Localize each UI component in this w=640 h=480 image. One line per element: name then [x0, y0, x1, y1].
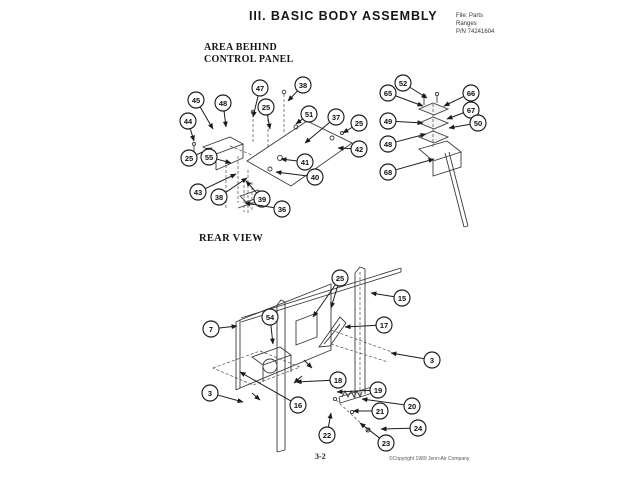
callout-label: 38 [298, 80, 308, 90]
callout-label: 37 [331, 112, 341, 122]
callout-label: 55 [204, 152, 214, 162]
callout-label: 23 [381, 438, 391, 448]
callout-label: 52 [398, 78, 408, 88]
callout-label: 47 [255, 83, 265, 93]
rear-view-diagram-art [213, 267, 401, 452]
callout-label: 65 [383, 88, 393, 98]
callout-label: 15 [397, 293, 407, 303]
control-panel-callouts [180, 77, 367, 217]
callout-label: 48 [383, 139, 393, 149]
copyright-notice: ©Copyright 1989 Jenn-Air Company [389, 456, 470, 462]
callout-label: 25 [184, 153, 194, 163]
page-number: 3-2 [315, 452, 326, 461]
callout-label: 42 [354, 144, 364, 154]
callout-label: 38 [214, 192, 224, 202]
callout-label: 54 [265, 312, 275, 322]
section-label-line: CONTROL PANEL [204, 53, 294, 65]
callout-label: 25 [261, 102, 271, 112]
file-info-line: Ranges [456, 21, 477, 27]
callout-label: 19 [373, 385, 383, 395]
file-info-line: File: Parts [456, 13, 484, 19]
callout-label: 25 [335, 273, 345, 283]
callout-label: 36 [277, 204, 287, 214]
callout-label: 20 [407, 401, 417, 411]
callout-label: 45 [191, 95, 201, 105]
callout-label: 39 [257, 194, 267, 204]
callout-label: 41 [300, 157, 310, 167]
callout-label: 3 [207, 388, 213, 398]
callout-label: 24 [413, 423, 423, 433]
callout-label: 16 [293, 400, 303, 410]
hinge-assembly-diagram-art [419, 92, 468, 227]
callout-label: 17 [379, 320, 389, 330]
callout-label: 43 [193, 187, 203, 197]
callout-label: 66 [466, 88, 476, 98]
section-label-rear-view: REAR VIEW [199, 233, 264, 244]
callout-label: 21 [375, 406, 385, 416]
file-info-line: P/N 74241604 [456, 29, 495, 35]
callout-label: 50 [473, 118, 483, 128]
callout-label: 7 [208, 324, 214, 334]
section-label-line: AREA BEHIND [204, 42, 278, 53]
callout-label: 25 [354, 118, 364, 128]
callout-label: 68 [383, 167, 393, 177]
callout-label: 49 [383, 116, 393, 126]
callout-label: 22 [322, 430, 332, 440]
callout-label: 67 [466, 105, 476, 115]
page-title: III. BASIC BODY ASSEMBLY [249, 9, 438, 23]
callout-label: 18 [333, 375, 343, 385]
callout-label: 3 [429, 355, 435, 365]
callout-label: 40 [310, 172, 320, 182]
callout-label: 51 [304, 109, 314, 119]
callout-label: 44 [183, 116, 193, 126]
callout-label: 48 [218, 98, 228, 108]
